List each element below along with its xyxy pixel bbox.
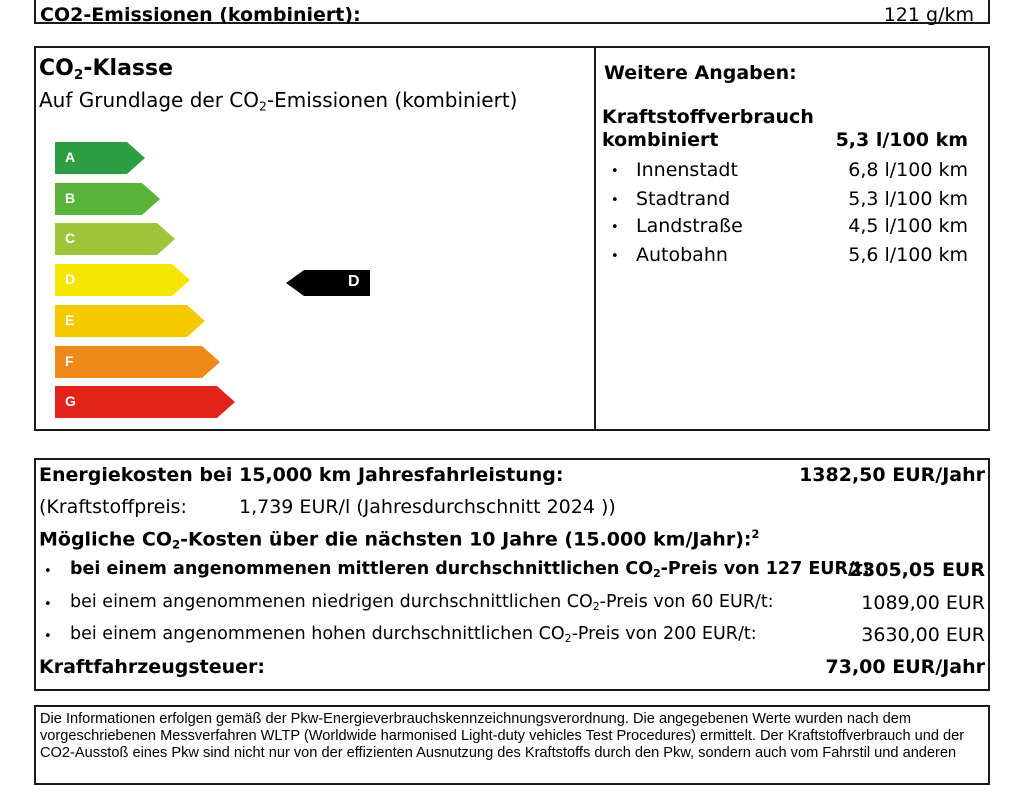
bullet: • <box>44 564 52 579</box>
co2-class-bar-c <box>55 223 175 255</box>
energy-costs-label: Energiekosten bei 15,000 km Jahresfahrleistung: <box>39 464 564 486</box>
costs-box <box>34 458 990 691</box>
co2-class-letter: C <box>65 230 76 247</box>
consumption-item-label: Landstraße <box>636 215 743 237</box>
co2-class-subtitle: Auf Grundlage der $CO_2$-Emissionen (kombiniert) <box>39 88 518 114</box>
bullet: • <box>611 193 619 208</box>
co2-class-letter: A <box>65 149 76 165</box>
further-info-heading: Weitere Angaben: <box>604 62 797 84</box>
co2-emissions-label: CO2-Emissionen (kombiniert): <box>40 4 361 26</box>
vehicle-tax-value: 73,00 EUR/Jahr <box>825 656 985 678</box>
co2-class-bar-d <box>55 264 190 296</box>
co2-class-letter: G <box>65 393 76 410</box>
consumption-label-line1: Kraftstoffverbrauch <box>602 106 814 128</box>
consumption-item-label: Autobahn <box>636 244 728 266</box>
co2-box-divider <box>594 48 596 429</box>
energy-costs-value: 1382,50 EUR/Jahr <box>799 464 985 486</box>
co2-class-arrow <box>55 264 190 296</box>
consumption-item-value: 6,8 l/100 km <box>848 159 968 181</box>
bullet: • <box>44 629 52 644</box>
consumption-label-line2: kombiniert <box>602 129 719 151</box>
consumption-item-value: 5,3 l/100 km <box>848 188 968 210</box>
footer-disclaimer-text: Die Informationen erfolgen gemäß der Pkw-Energieverbrauchskennzeichnungsverordnung. Die angegebenen Werte wurden nach dem vorgeschriebenen Messverfahren WLTP (Worldwide harmonised Light-duty vehicles Test Procedures) ermittelt. Der Kraftstoffverbrauch und der CO2-Ausstoß eines Pkw sind nicht nur von der effizienten Ausnutzung des Kraftstoffs durch den Pkw, sondern auch vom Fahrstil und anderen <box>40 711 965 761</box>
scenario-value: 1089,00 EUR <box>861 592 985 614</box>
co2-class-box <box>34 46 990 431</box>
co2-costs-heading: Mögliche $CO_2$-Kosten über die nächsten 10 Jahre (15.000 km/Jahr):$^2$ <box>39 527 760 552</box>
scenario-label: bei einem angenommenen mittleren durchschnittlichen $CO_2$-Preis von 127 EUR/t: <box>70 559 870 581</box>
co2-class-bar-e <box>55 305 205 337</box>
scenario-value: 2305,05 EUR <box>848 559 985 581</box>
fuel-price-value: 1,739 EUR/l (Jahresdurchschnitt 2024 )) <box>239 496 616 518</box>
co2-class-arrow <box>55 386 235 418</box>
co2-class-letter: B <box>65 189 76 206</box>
fuel-price-label: (Kraftstoffpreis: <box>39 496 187 518</box>
consumption-item-label: Innenstadt <box>636 159 738 181</box>
co2-class-letter: D <box>65 271 76 288</box>
consumption-combined-value: 5,3 l/100 km <box>835 129 968 151</box>
co2-class-letter: E <box>65 311 75 328</box>
footer-disclaimer-box <box>34 705 990 785</box>
co2-class-arrow <box>55 305 205 337</box>
bullet: • <box>611 220 619 235</box>
bullet: • <box>611 249 619 264</box>
bullet: • <box>611 164 619 179</box>
consumption-item-label: Stadtrand <box>636 188 731 210</box>
co2-class-arrow <box>55 346 220 378</box>
vehicle-tax-label: Kraftfahrzeugsteuer: <box>39 656 265 678</box>
co2-emissions-box <box>34 0 990 24</box>
scenario-label: bei einem angenommenen niedrigen durchschnittlichen $CO_2$-Preis von 60 EUR/t: <box>70 592 774 614</box>
co2-class-letter: F <box>65 352 74 369</box>
scenario-value: 3630,00 EUR <box>861 624 985 646</box>
co2-class-bar-a <box>55 142 145 174</box>
co2-class-bar-g <box>55 386 235 418</box>
co2-emissions-value: 121 g/km <box>883 4 974 26</box>
co2-class-bar-f <box>55 346 220 378</box>
co2-class-title: $CO_2$-Klasse <box>39 56 174 83</box>
scenario-label: bei einem angenommenen hohen durchschnittlichen $CO_2$-Preis von 200 EUR/t: <box>70 624 757 646</box>
consumption-item-value: 5,6 l/100 km <box>848 244 968 266</box>
bullet: • <box>44 597 52 612</box>
active-class-letter: D <box>348 273 360 290</box>
co2-class-bar-b <box>55 183 160 215</box>
consumption-item-value: 4,5 l/100 km <box>848 215 968 237</box>
